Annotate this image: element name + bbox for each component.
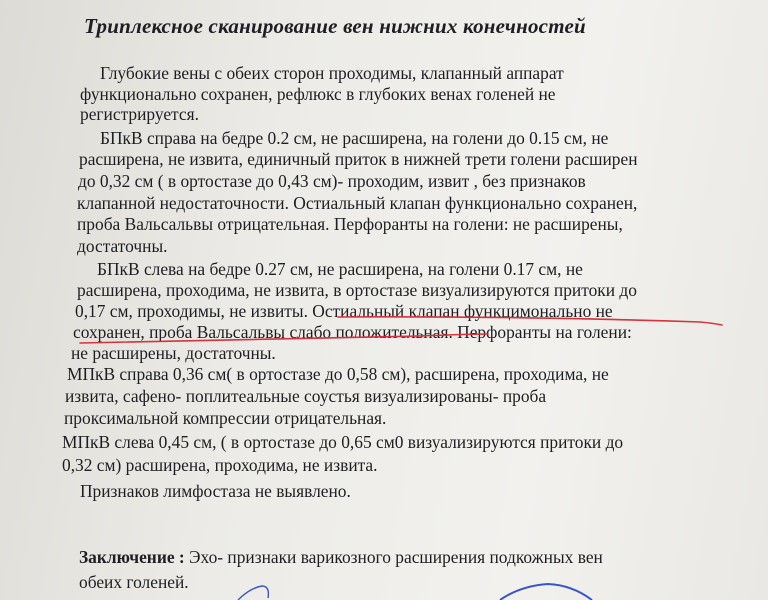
text-line: клапанной недостаточности. Остиальный клапан функционально сохранен, — [77, 193, 638, 213]
text-line: МПкВ слева 0,45 см, ( в ортостазе до 0,65 см0 визуализируются притоки до — [62, 432, 624, 452]
text-line: сохранен, проба Вальсальвы слабо положительная. Перфоранты на голени: — [73, 322, 632, 342]
text-line: Глубокие вены с обеих сторон проходимы, клапанный аппарат — [100, 63, 564, 83]
text-line: извита, сафено- поплитеальные соустья визуализированы- проба — [65, 386, 547, 406]
conclusion-line-2: обеих голеней. — [79, 572, 189, 592]
text-line: БПкВ слева на бедре 0.27 см, не расширена, на голени 0.17 см, не — [97, 259, 583, 279]
text-line: функционально сохранен, рефлюкс в глубоких венах голеней не — [80, 84, 556, 104]
conclusion-line — [79, 547, 603, 567]
conclusion-label: Заключение : — [79, 547, 185, 567]
text-line: не расширены, достаточны. — [71, 343, 276, 363]
text-line: проба Вальсальвы отрицательная. Перфоранты на голени: не расширены, — [77, 214, 623, 234]
text-line: БПкВ справа на бедре 0.2 см, не расширена, на голени до 0.15 см, не — [100, 128, 609, 148]
text-line: до 0,32 см ( в ортостазе до 0,43 см)- проходим, извит , без признаков — [78, 171, 586, 191]
text-line: расширена, проходима, не извита, в ортостазе визуализируются притоки до — [77, 280, 637, 300]
conclusion-text: Эхо- признаки варикозного расширения подкожных вен — [184, 547, 603, 567]
text-line: расширена, не извита, единичный приток в нижней трети голени расширен — [79, 149, 638, 169]
text-line: проксимальной компрессии отрицательная. — [64, 408, 387, 428]
text-line: 0,17 см, проходимы, не извиты. Остиальный клапан функцимонально не — [75, 301, 613, 321]
text-line: МПкВ справа 0,36 см( в ортостазе до 0,58 см), расширена, проходима, не — [67, 364, 609, 384]
document-title: Триплексное сканирование вен нижних конечностей — [84, 14, 586, 38]
text-line: Признаков лимфостаза не выявлено. — [80, 481, 351, 501]
text-line: 0,32 см) расширена, проходима, не извита. — [62, 455, 378, 475]
text-line: достаточны. — [77, 236, 168, 256]
text-line: регистрируется. — [80, 104, 199, 124]
